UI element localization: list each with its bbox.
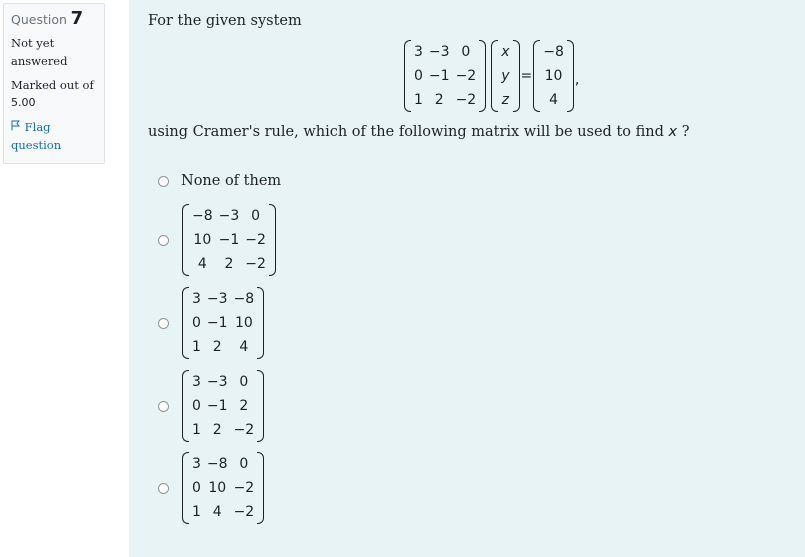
matrix-row: [411, 88, 479, 112]
radio-button[interactable]: [158, 401, 169, 412]
matrix-cell: 2: [239, 398, 249, 414]
matrix-row: [189, 476, 257, 500]
variable-vector: [491, 40, 519, 112]
matrix-cell: 3: [414, 44, 423, 60]
matrix-cell: −8: [233, 291, 255, 307]
matrix-cell: −3: [206, 291, 228, 307]
matrix-cell: 3: [192, 374, 201, 390]
radio-button[interactable]: [158, 235, 169, 246]
flag-label: Flag question: [11, 120, 62, 152]
prompt-text: using Cramer's rule, which of the following matrix will be used to find: [148, 124, 664, 140]
matrix-cell: 2: [434, 92, 444, 108]
matrix-cell: 0: [192, 315, 201, 331]
grade-value: 5.00: [11, 96, 36, 109]
option-matrix: [182, 204, 276, 276]
radio-button[interactable]: [158, 318, 169, 329]
vector-cell: z: [501, 92, 510, 108]
matrix-cell: 4: [212, 504, 222, 520]
marked-out-of-label: Marked out of: [11, 78, 94, 92]
matrix-row: [189, 311, 257, 335]
matrix-cell: −2: [233, 480, 255, 496]
question-state: Not yet answered: [11, 36, 68, 68]
matrix-cell: 2: [224, 256, 234, 272]
matrix-row: [189, 252, 269, 276]
system-comma: ,: [574, 72, 580, 88]
matrix-row: [189, 370, 257, 394]
question-label: Question: [11, 12, 67, 27]
matrix-cell: 2: [212, 339, 222, 355]
linear-system: [404, 40, 579, 112]
matrix-cell: 0: [239, 374, 249, 390]
matrix-cell: 0: [461, 44, 471, 60]
constant-vector: [533, 40, 574, 112]
matrix-cell: −2: [455, 68, 477, 84]
matrix-cell: −3: [218, 208, 240, 224]
matrix-cell: 0: [192, 480, 201, 496]
vector-cell: −8: [543, 44, 564, 60]
matrix-row: [189, 204, 269, 228]
matrix-row: [189, 287, 257, 311]
radio-button[interactable]: [158, 176, 169, 187]
option-label: None of them: [181, 173, 282, 189]
option-matrix: [182, 287, 264, 359]
matrix-cell: 0: [251, 208, 261, 224]
vector-row: [498, 40, 512, 64]
matrix-cell: 2: [212, 422, 222, 438]
flag-question-link[interactable]: [11, 118, 97, 154]
matrix-row: [189, 500, 257, 524]
matrix-cell: 3: [192, 291, 201, 307]
matrix-cell: 4: [197, 256, 207, 272]
prompt-end: ?: [677, 124, 690, 140]
vector-cell: 10: [544, 68, 563, 84]
answer-option-none[interactable]: [158, 173, 281, 189]
vector-cell: y: [501, 68, 510, 84]
matrix-cell: −2: [245, 256, 266, 272]
matrix-cell: −2: [245, 232, 266, 248]
vector-cell: 4: [549, 92, 559, 108]
matrix-cell: 3: [192, 456, 201, 472]
answer-option-2[interactable]: [158, 287, 264, 359]
vector-row: [498, 64, 512, 88]
matrix-row: [189, 335, 257, 359]
prompt-variable: x: [668, 124, 678, 140]
answer-option-1[interactable]: [158, 204, 276, 276]
matrix-cell: −1: [206, 315, 228, 331]
option-matrix: [182, 452, 264, 524]
vector-row: [540, 40, 567, 64]
matrix-cell: 0: [414, 68, 423, 84]
question-number-value: 7: [70, 8, 84, 29]
matrix-cell: −3: [428, 44, 450, 60]
matrix-cell: −1: [218, 232, 240, 248]
matrix-cell: 1: [414, 92, 423, 108]
matrix-cell: 1: [192, 422, 201, 438]
matrix-row: [189, 418, 257, 442]
matrix-cell: 4: [239, 339, 249, 355]
question-number: [11, 10, 97, 29]
vector-row: [540, 64, 567, 88]
radio-button[interactable]: [158, 483, 169, 494]
vector-row: [498, 88, 512, 112]
matrix-cell: −3: [206, 374, 228, 390]
coefficient-matrix: [404, 40, 486, 112]
question-grade: [11, 76, 97, 112]
matrix-cell: 1: [192, 504, 201, 520]
matrix-row: [189, 394, 257, 418]
matrix-cell: −1: [206, 398, 228, 414]
matrix-cell: 10: [234, 315, 253, 331]
matrix-row: [189, 452, 257, 476]
matrix-cell: −2: [233, 504, 255, 520]
flag-icon: [11, 118, 21, 136]
matrix-cell: −2: [455, 92, 477, 108]
question-content: [129, 0, 805, 557]
question-info-panel: [3, 3, 105, 164]
matrix-cell: −1: [428, 68, 450, 84]
matrix-cell: 10: [193, 232, 212, 248]
matrix-cell: −8: [206, 456, 228, 472]
option-matrix: [182, 370, 264, 442]
matrix-row: [411, 40, 479, 64]
question-prompt: [148, 124, 690, 140]
answer-option-3[interactable]: [158, 370, 264, 442]
matrix-cell: 1: [192, 339, 201, 355]
matrix-cell: 0: [239, 456, 249, 472]
matrix-cell: 10: [208, 480, 227, 496]
question-intro: For the given system: [148, 13, 302, 29]
matrix-row: [189, 228, 269, 252]
matrix-row: [411, 64, 479, 88]
vector-cell: x: [501, 44, 510, 60]
answer-option-4[interactable]: [158, 452, 264, 524]
matrix-cell: −8: [192, 208, 213, 224]
matrix-cell: −2: [233, 422, 255, 438]
matrix-cell: 0: [192, 398, 201, 414]
vector-row: [540, 88, 567, 112]
equals-sign: =: [520, 68, 533, 84]
